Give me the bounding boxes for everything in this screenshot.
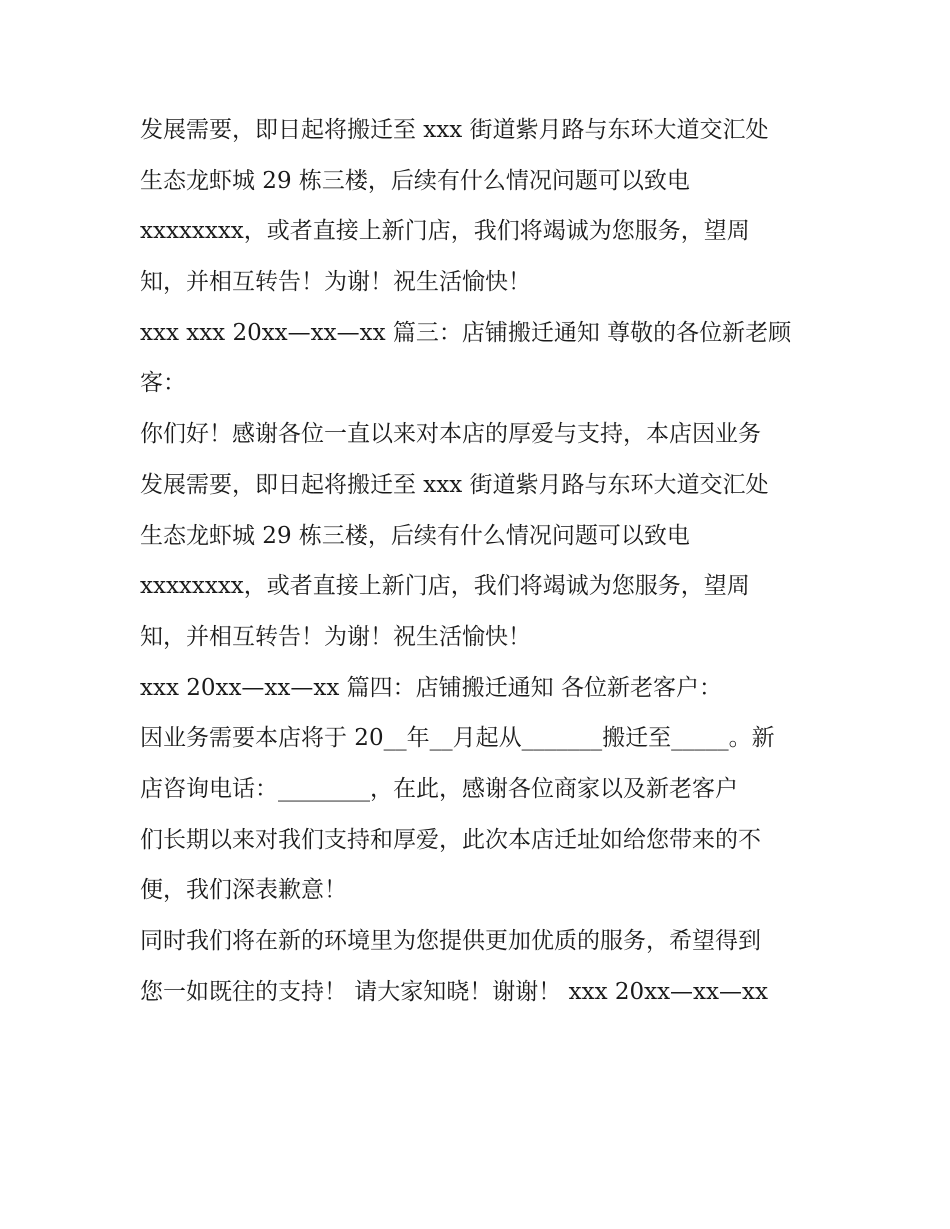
text-line: 客：: [140, 370, 186, 397]
document-body: [140, 105, 820, 1017]
section-heading-line: xxx xxx 20xx—xx—xx 篇三：店铺搬迁通知 尊敬的各位新老顾: [140, 319, 792, 346]
text-line: 因业务需要本店将于 20__年__月起从_______搬迁至_____。新: [140, 725, 775, 752]
text-line: 店咨询电话：________，在此，感谢各位商家以及新老客户: [140, 775, 738, 802]
text-line: 知，并相互转告！为谢！祝生活愉快！: [140, 269, 531, 296]
text-line: 发展需要，即日起将搬迁至 xxx 街道紫月路与东环大道交汇处: [140, 117, 769, 143]
text-line: 发展需要，即日起将搬迁至 xxx 街道紫月路与东环大道交汇处: [140, 471, 769, 498]
text-line: 生态龙虾城 29 栋三楼，后续有什么情况问题可以致电: [140, 167, 690, 194]
text-line: 你们好！感谢各位一直以来对本店的厚爱与支持，本店因业务: [140, 421, 761, 448]
text-line: xxxxxxxx，或者直接上新门店，我们将竭诚为您服务，望周: [140, 218, 750, 245]
text-line: 便，我们深表歉意！: [140, 877, 347, 904]
text-line: 生态龙虾城 29 栋三楼，后续有什么情况问题可以致电: [140, 522, 690, 549]
text-line: xxxxxxxx，或者直接上新门店，我们将竭诚为您服务，望周: [140, 573, 750, 600]
text-line: 您一如既往的支持！ 请大家知晓！谢谢！ xxx 20xx—xx—xx: [140, 978, 768, 1005]
section-heading-line: xxx 20xx—xx—xx 篇四：店铺搬迁通知 各位新老客户：: [140, 674, 722, 701]
text-line: 知，并相互转告！为谢！祝生活愉快！: [140, 623, 531, 650]
text-line: 们长期以来对我们支持和厚爱，此次本店迁址如给您带来的不: [140, 826, 761, 853]
text-line: 同时我们将在新的环境里为您提供更加优质的服务，希望得到: [140, 928, 761, 954]
